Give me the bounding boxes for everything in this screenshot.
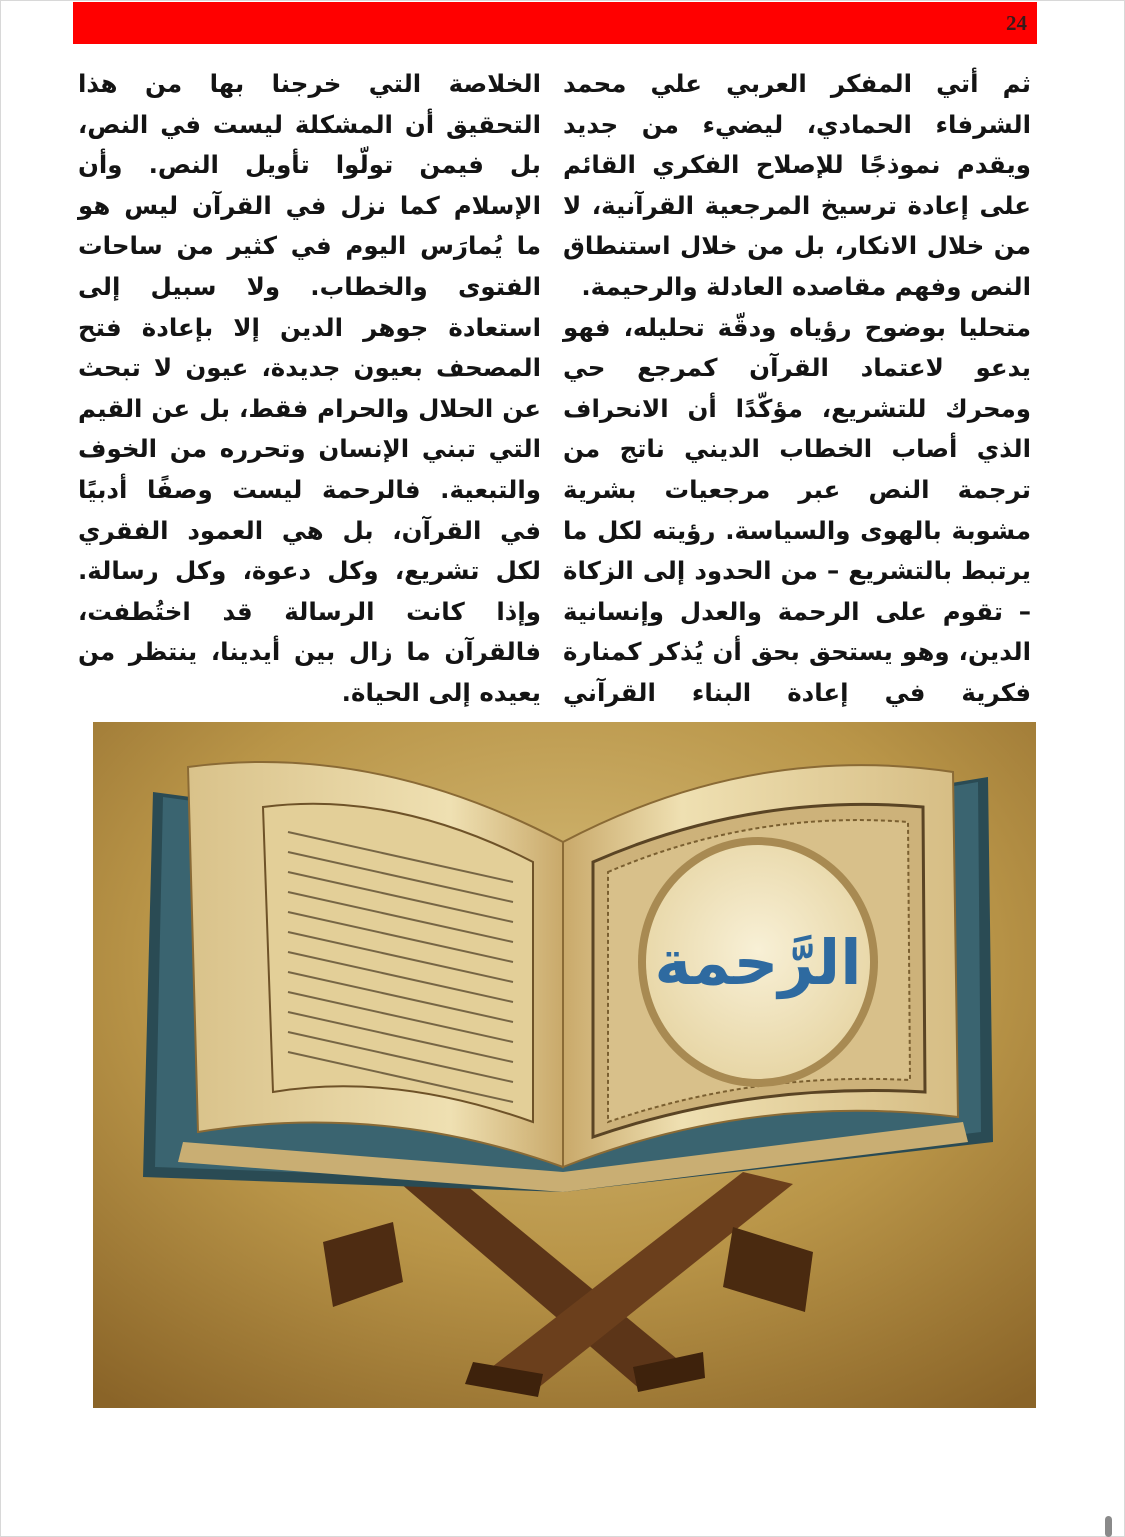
calligraphy-text: الرَّحمة	[654, 926, 862, 999]
open-quran-icon	[93, 722, 1036, 1408]
quran-illustration	[93, 722, 1036, 1408]
header-bar	[73, 2, 1037, 44]
page-number: 24	[1006, 11, 1027, 35]
article-column-left	[78, 64, 541, 714]
article-column-right	[563, 64, 1031, 754]
paragraph: الخلاصة التي خرجنا بها من هذا التحقيق أن المشكلة ليست في النص، بل فيمن تولّوا تأويل النص. وأن الإسلام كما نزل في القرآن ليس هو ما يُمارَس اليوم في كثير من ساحات الفتوى والخطاب. ولا سبيل إلى استعادة جوهر الدين إلا بإعادة فتح المصحف بعيون جديدة، عيون لا تبحث عن الحلال والحرام فقط، بل عن القيم التي تبني الإنسان وتحرره من الخوف والتبعية. فالرحمة ليست وصفًا أدبيًا في القرآن، بل هي العمود الفقري لكل تشريع، وكل دعوة، وكل رسالة. وإذا كانت الرسالة قد اختُطفت، فالقرآن ما زال بين أيدينا، ينتظر من يعيده إلى الحياة.	[78, 69, 541, 707]
scrollbar-thumb[interactable]	[1105, 1516, 1112, 1537]
paragraph: ثم أتي المفكر العربي علي محمد الشرفاء الحمادي، ليضيء من جديد ويقدم نموذجًا للإصلاح الفكري القائم على إعادة ترسيخ المرجعية القرآنية، لا من خلال الانكار، بل من خلال استنطاق النص وفهم مقاصده العادلة والرحيمة.	[563, 69, 1031, 301]
paragraph: متحليا بوضوح رؤياه ودقّة تحليله، فهو يدعو لاعتماد القرآن كمرجع حي ومحرك للتشريع، مؤكّدًا أن الانحراف الذي أصاب الخطاب الديني ناتج من ترجمة النص عبر مرجعيات بشرية مشوبة بالهوى والسياسة. رؤيته لكل ما يرتبط بالتشريع – من الحدود إلى الزكاة – تقوم على الرحمة والعدل وإنسانية الدين، وهو يستحق بحق أن يُذكر كمنارة فكرية في إعادة البناء القرآني	[563, 312, 1031, 707]
